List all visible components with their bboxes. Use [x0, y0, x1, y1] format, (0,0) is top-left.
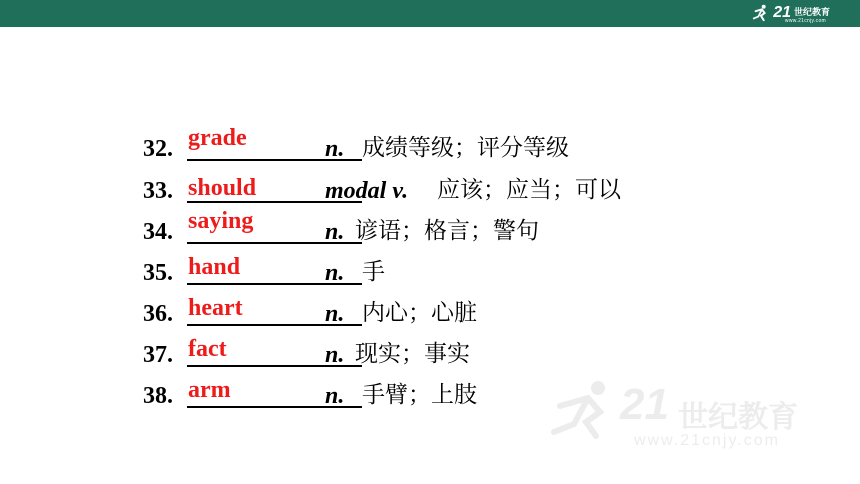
meaning: 内心；心脏	[362, 300, 477, 326]
watermark-number: 21	[620, 380, 669, 429]
answer-word: heart	[188, 295, 243, 321]
vocab-row	[143, 125, 783, 165]
item-number: 33.	[143, 178, 173, 204]
meaning: 应该；应当；可以	[437, 177, 621, 203]
vocab-row	[143, 167, 783, 207]
meaning: 谚语；格言；警句	[355, 218, 539, 244]
meaning: 成绩等级；评分等级	[362, 135, 569, 161]
answer-word: hand	[188, 254, 241, 280]
watermark-logo	[550, 378, 830, 458]
answer-word: should	[188, 175, 257, 201]
answer-word: grade	[188, 125, 247, 151]
vocab-row	[143, 331, 783, 371]
part-of-speech: n.	[325, 219, 345, 245]
answer-word: arm	[188, 377, 231, 403]
meaning: 手臂；上肢	[362, 382, 477, 408]
part-of-speech: n.	[325, 301, 345, 327]
watermark-text: 世纪教育	[678, 400, 798, 435]
vocab-row	[143, 290, 783, 330]
logo-number: 21	[773, 4, 791, 21]
item-number: 36.	[143, 301, 173, 327]
logo-url: www.21cnjy.com	[784, 18, 826, 24]
answer-word: fact	[188, 336, 227, 362]
part-of-speech: n.	[325, 342, 345, 368]
item-number: 32.	[143, 136, 173, 162]
item-number: 34.	[143, 219, 173, 245]
runner-icon	[550, 380, 620, 440]
meaning: 手	[362, 259, 385, 285]
part-of-speech: n.	[325, 136, 345, 162]
item-number: 38.	[143, 383, 173, 409]
vocab-row	[143, 208, 783, 248]
vocab-row	[143, 249, 783, 289]
item-number: 35.	[143, 260, 173, 286]
meaning: 现实；事实	[355, 341, 470, 367]
part-of-speech: modal v.	[325, 178, 409, 204]
item-number: 37.	[143, 342, 173, 368]
part-of-speech: n.	[325, 260, 345, 286]
answer-word: saying	[188, 208, 254, 234]
logo-text: 世纪教育	[793, 8, 830, 18]
part-of-speech: n.	[325, 383, 345, 409]
watermark-url: www.21cnjy.com	[634, 432, 780, 449]
